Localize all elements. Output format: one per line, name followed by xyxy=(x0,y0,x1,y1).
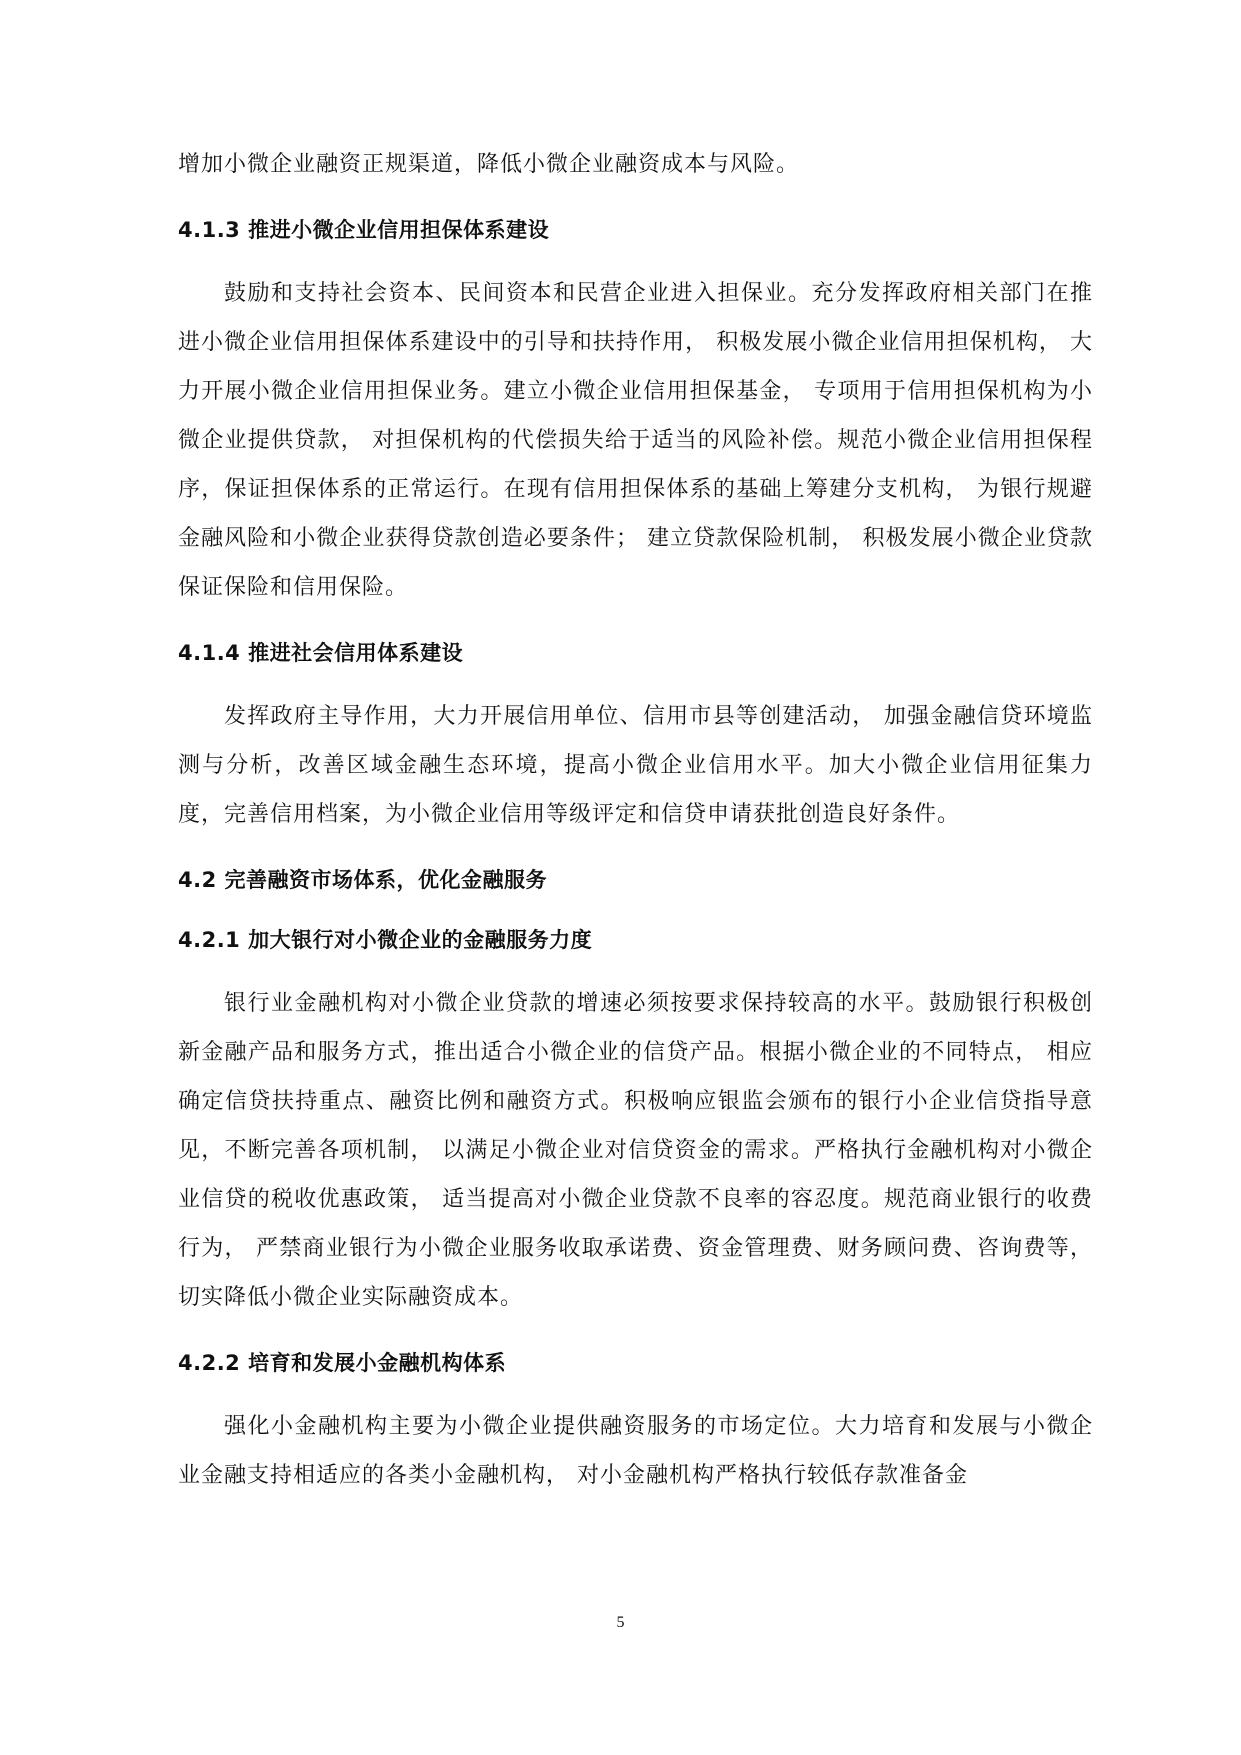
paragraph-intro: 增加小微企业融资正规渠道，降低小微企业融资成本与风险。 xyxy=(178,152,800,177)
paragraph-social-credit: 发挥政府主导作用，大力开展信用单位、信用市县等创建活动， 加强金融信贷环境监测与分析，改善区域金融生态环境，提高小微企业信用水平。加大小微企业信用征集力度，完善信用档案，为小微企业信用等级评定和信贷申请获批创造良好条件。 xyxy=(178,704,1093,827)
heading-4-2: 4.2 完善融资市场体系，优化金融服务 xyxy=(178,868,548,892)
page-content xyxy=(178,140,1093,1500)
heading-4-2-1: 4.2.1 加大银行对小微企业的金融服务力度 xyxy=(178,928,593,952)
paragraph-bank-services: 银行业金融机构对小微企业贷款的增速必须按要求保持较高的水平。鼓励银行积极创新金融产品和服务方式，推出适合小微企业的信贷产品。根据小微企业的不同特点， 相应确定信贷扶持重点、融资比例和融资方式。积极响应银监会颁布的银行小企业信贷指导意见，不断完善各项机制， 以满足小微企业对信贷资金的需求。严格执行金融机构对小微企业信贷的税收优惠政策， 适当提高对小微企业贷款不良率的容忍度。规范商业银行的收费行为， 严禁商业银行为小微企业服务收取承诺费、资金管理费、财务顾问费、咨询费等，切实降低小微企业实际融资成本。 xyxy=(178,991,1093,1310)
page-number: 5 xyxy=(616,1614,625,1631)
heading-4-1-4: 4.1.4 推进社会信用体系建设 xyxy=(178,641,464,665)
heading-4-2-2: 4.2.2 培育和发展小金融机构体系 xyxy=(178,1351,507,1375)
paragraph-small-institutions: 强化小金融机构主要为小微企业提供融资服务的市场定位。大力培育和发展与小微企业金融支持相适应的各类小金融机构， 对小金融机构严格执行较低存款准备金 xyxy=(178,1414,1093,1488)
heading-4-1-3: 4.1.3 推进小微企业信用担保体系建设 xyxy=(178,218,550,242)
paragraph-credit-guarantee: 鼓励和支持社会资本、民间资本和民营企业进入担保业。充分发挥政府相关部门在推进小微企业信用担保体系建设中的引导和扶持作用， 积极发展小微企业信用担保机构， 大力开展小微企业信用担保业务。建立小微企业信用担保基金， 专项用于信用担保机构为小微企业提供贷款， 对担保机构的代偿损失给于适当的风险补偿。规范小微企业信用担保程序，保证担保体系的正常运行。在现有信用担保体系的基础上筹建分支机构， 为银行规避金融风险和小微企业获得贷款创造必要条件； 建立贷款保险机制， 积极发展小微企业贷款保证保险和信用保险。 xyxy=(178,281,1093,600)
